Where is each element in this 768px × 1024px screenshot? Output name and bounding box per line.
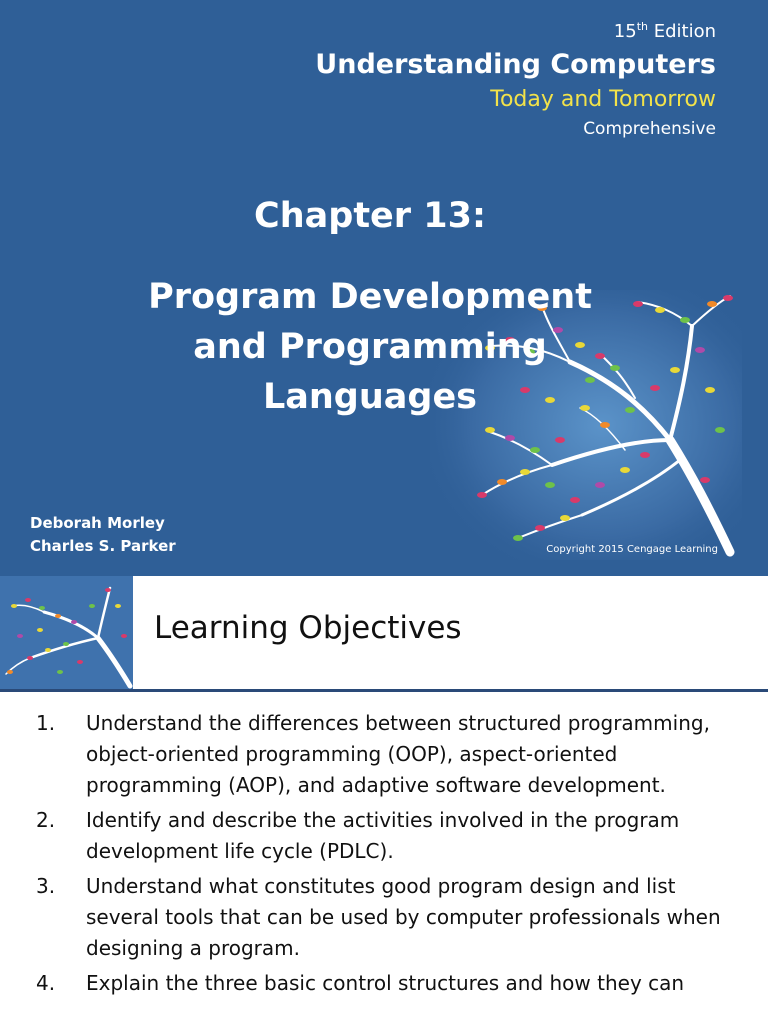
item-number: 1. (36, 711, 56, 735)
item-number: 2. (36, 808, 56, 832)
item-number: 3. (36, 874, 56, 898)
copyright-notice: Copyright 2015 Cengage Learning (546, 544, 718, 555)
item-number: 4. (36, 971, 56, 995)
book-subtitle: Today and Tomorrow (490, 87, 716, 112)
item-text: Explain the three basic control structures and how they can (86, 971, 685, 995)
item-text: Understand the differences between structured programming, object-oriented programming (OOP), aspect-oriented programming (AOP), and adaptive software development. (86, 711, 710, 797)
chapter-title-line: and Programming (193, 327, 547, 367)
book-variant: Comprehensive (583, 119, 716, 139)
item-text: Understand what constitutes good program design and list several tools that can be used by computer professionals when designing a program. (86, 874, 721, 960)
section-title: Learning Objectives (154, 610, 462, 646)
author-name: Charles S. Parker (30, 537, 176, 555)
author-name: Deborah Morley (30, 514, 165, 532)
chapter-title (0, 272, 740, 422)
edition-number: 15 (613, 21, 637, 42)
edition-suffix: th (636, 20, 648, 33)
tree-thumbnail-illustration (0, 576, 133, 689)
authors (30, 512, 176, 558)
list-item (36, 708, 736, 801)
book-title: Understanding Computers (315, 49, 716, 80)
list-item (36, 871, 736, 964)
objectives-slide (0, 576, 768, 1024)
list-item (36, 805, 736, 867)
divider (0, 689, 768, 692)
edition-label (614, 20, 716, 42)
list-item (36, 968, 736, 999)
chapter-title-line: Languages (262, 377, 478, 417)
item-text: Identify and describe the activities involved in the program development life cycle (PDLC). (86, 808, 680, 863)
chapter-title-line: Program Development (148, 277, 592, 317)
tree-thumbnail (0, 576, 133, 689)
chapter-number: Chapter 13: (254, 196, 486, 236)
objectives-list (36, 708, 736, 1003)
edition-word: Edition (653, 21, 716, 42)
